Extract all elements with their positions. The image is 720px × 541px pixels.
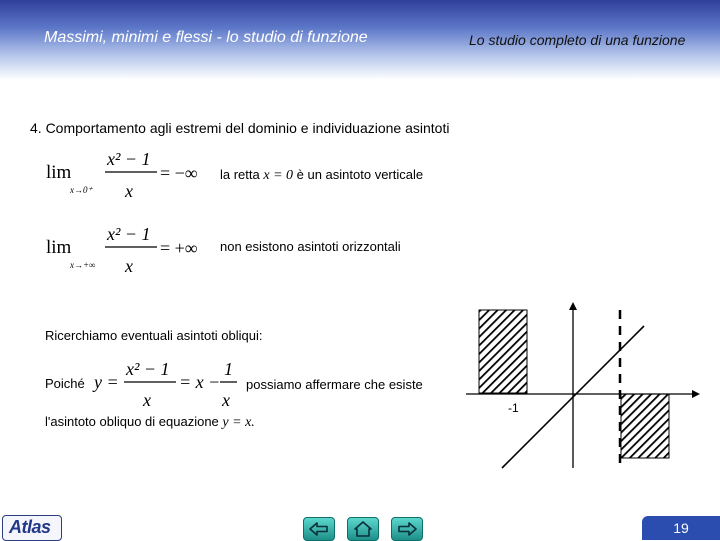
y-axis-arrow (569, 302, 577, 310)
logo-text: Atlas (9, 517, 51, 537)
oblique-conclusion (45, 414, 255, 431)
oblique-formula (92, 356, 242, 412)
note-math: x = 0 (263, 168, 294, 183)
header-subtitle: Lo studio completo di una funzione (469, 32, 686, 48)
conclusion-prefix: l'asintoto obliquo di equazione (45, 414, 223, 429)
formula-rhs: = x − (179, 372, 221, 392)
section-heading: 4. Comportamento agli estremi del dominio e individuazione asintoti (30, 120, 450, 136)
header-title: Massimi, minimi e flessi - lo studio di funzione (44, 29, 368, 46)
home-icon (348, 518, 378, 540)
arrow-left-icon (304, 518, 334, 540)
limit-result: = −∞ (160, 163, 198, 183)
lim-subscript: x→0⁺ (70, 185, 93, 195)
fraction-numerator: x² − 1 (126, 359, 170, 379)
tick-label: -1 (508, 401, 519, 415)
lim-subscript: x→+∞ (70, 260, 96, 270)
fraction-denominator: x (143, 390, 151, 410)
formula-lhs: y = (94, 372, 119, 392)
limit-formula-1 (40, 148, 210, 204)
rhs-denominator: x (222, 390, 230, 410)
excluded-region-left (479, 310, 527, 393)
arrow-right-icon (392, 518, 422, 540)
fraction-numerator: x² − 1 (107, 224, 151, 244)
page-number: 19 (642, 516, 720, 540)
fraction-denominator: x (125, 181, 133, 201)
header-banner (0, 0, 720, 80)
note-suffix: è un asintoto verticale (293, 167, 424, 182)
lim-word: lim (46, 162, 72, 183)
home-button[interactable] (347, 517, 379, 541)
limit-result: = +∞ (160, 238, 198, 258)
asymptote-sketch (466, 298, 702, 476)
lim-word: lim (46, 237, 72, 258)
oblique-intro: Ricerchiamo eventuali asintoti obliqui: (45, 328, 263, 343)
limit-note-1 (220, 167, 423, 184)
rhs-numerator: 1 (224, 359, 233, 379)
conclusion-math: y = x. (222, 415, 255, 430)
fraction-denominator: x (125, 256, 133, 276)
next-button[interactable] (391, 517, 423, 541)
since-label: Poiché (45, 376, 85, 391)
fraction-numerator: x² − 1 (107, 149, 151, 169)
atlas-logo (2, 515, 62, 541)
limit-formula-2 (40, 222, 210, 278)
affirm-text: possiamo affermare che esiste (246, 377, 423, 392)
x-axis-arrow (692, 390, 700, 398)
excluded-region-right (621, 394, 669, 458)
note-prefix: la retta (220, 167, 264, 182)
limit-note-2: non esistono asintoti orizzontali (220, 239, 401, 254)
previous-button[interactable] (303, 517, 335, 541)
